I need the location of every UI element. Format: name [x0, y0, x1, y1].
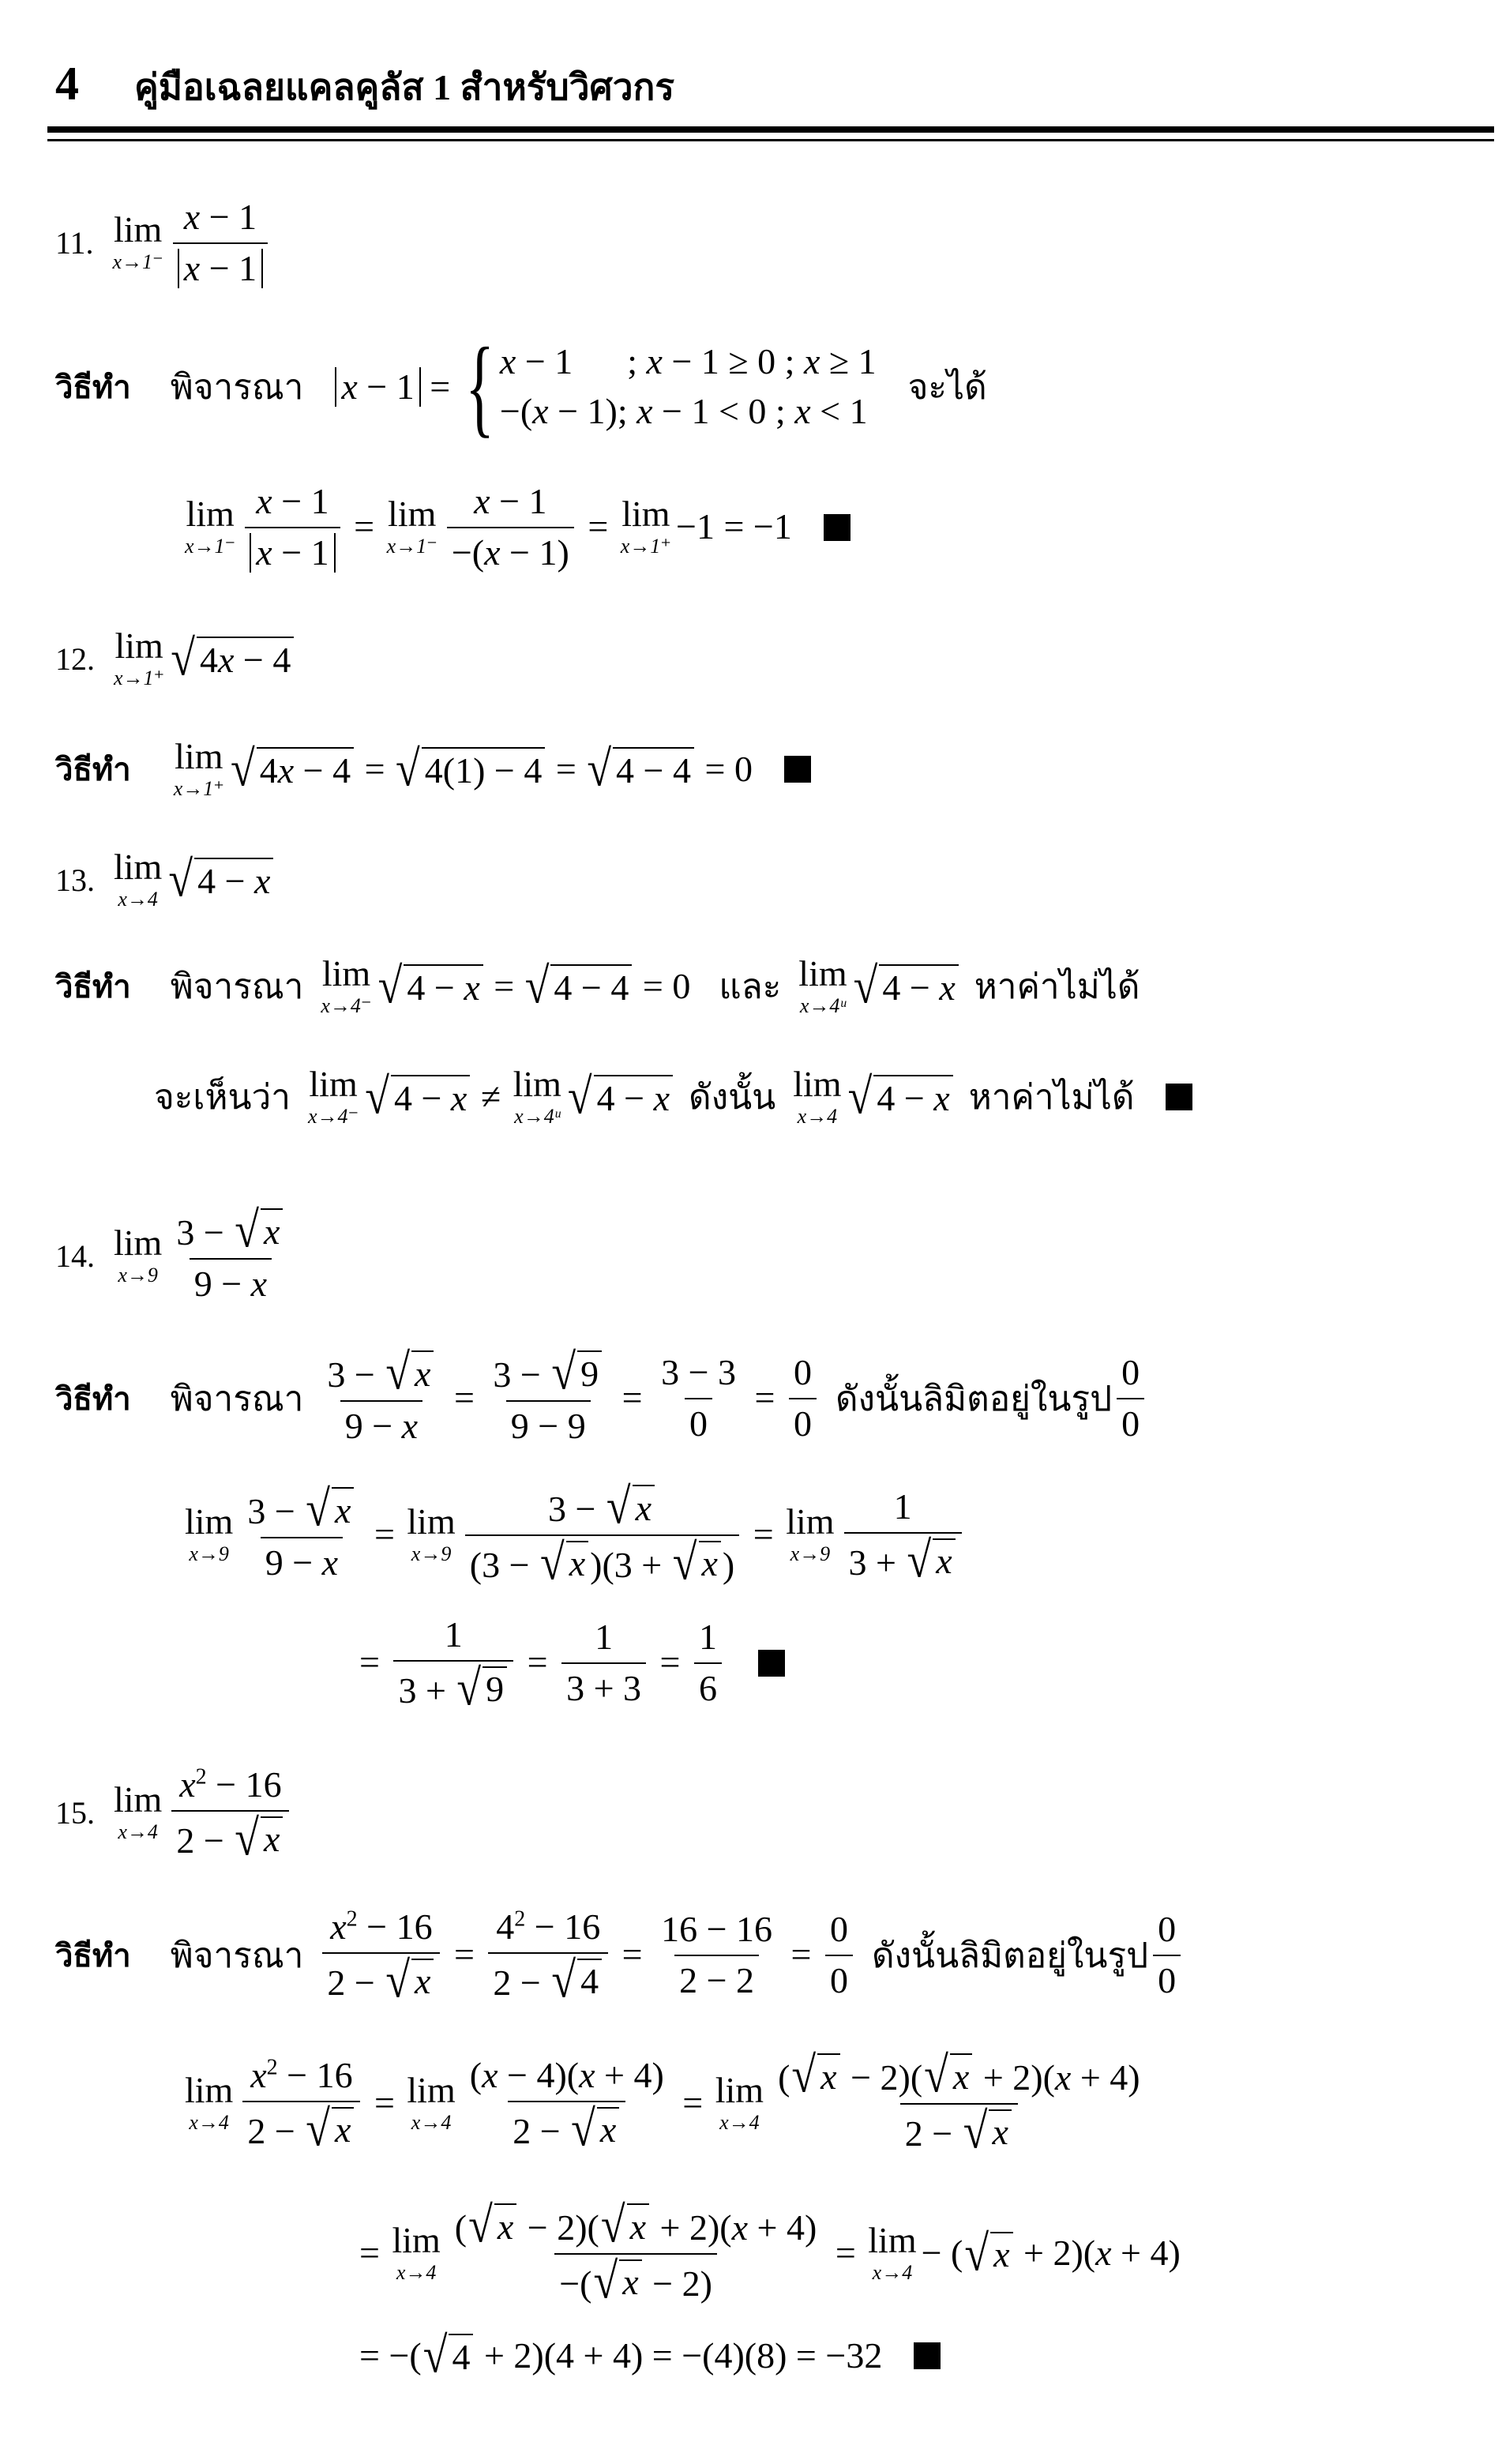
end-of-proof-icon: [758, 1650, 785, 1677]
solution-14-line-3: = 1 3 + √ 9 = $\frac{1}{3 + 3}$ = $\frac{1}{6}$: [359, 1615, 785, 1711]
solution-label: วิธีทำ: [55, 752, 131, 788]
end-of-proof-icon: [1166, 1084, 1192, 1110]
page-number: 4: [55, 58, 79, 110]
solution-15-line-4: = −( √ 4 + 2)(4 + 4) = −(4)(8) = −32: [359, 2334, 941, 2378]
solution-11-line-1: วิธีทำ พิจารณา x − 1 = { x − 1 ; x − 1 ≥ 0 ; x ≥ 1 −(x − 1); x − 1 < 0 ; x < 1 จะได้: [55, 325, 987, 448]
solution-11-line-2: lim x→1⁻ x − 1 x − 1 = lim x→1⁻ $\frac{x - 1}{-(x - 1)}$ = lim x→1⁺ −1 = −1: [182, 482, 851, 573]
and-label: และ: [719, 967, 782, 1007]
header-rule-thin: [47, 139, 1494, 141]
problem-11: 11. lim x→1⁻ x − 1 x − 1: [55, 197, 272, 288]
see-that-label: จะเห็นว่า: [154, 1078, 291, 1117]
consider-label: พิจารณา: [170, 1936, 304, 1975]
solution-label: วิธีทำ: [55, 1380, 131, 1417]
end-of-proof-icon: [824, 514, 851, 541]
no-value-label: หาค่าไม่ได้: [974, 967, 1140, 1007]
consider-label: พิจารณา: [170, 967, 304, 1007]
solution-15-line-2: lim x→4 $x^2 - 16$ 2 − √ x = lim x→4 (x − 4)(x + 4) 2 − √ x = lim x→4 ( √ x − 2)( √ x + 2)(x + 4) 2 − √ x: [185, 2047, 1140, 2160]
consider-label: พิจารณา: [170, 368, 304, 407]
problem-number: 13.: [55, 862, 95, 898]
solution-13-line-2: จะเห็นว่า lim x→4⁻ √ 4 − x ≠ lim x→4ᵘ √ 4 − x ดังนั้น lim x→4 √ 4 − x หาค่าไม่ได้: [154, 1066, 1192, 1129]
problem-15: 15. lim x→4 $x^2 - 16$ 2 − √ x: [55, 1765, 294, 1861]
zero-over-zero-label: ดังนั้นลิมิตอยู่ในรูป: [871, 1936, 1149, 1975]
problem-number: 14.: [55, 1238, 95, 1275]
consider-label: พิจารณา: [170, 1379, 304, 1418]
problem-12: 12. lim x→1⁺ √ 4 x − 4: [55, 628, 295, 690]
solution-14-line-1: วิธีทำ พิจารณา 3 − √ x 9 − x = 3 − √ 9 9 − 9 = $\frac{3 - 3}{0}$ = $\frac{0}{0}$ ดังนั้นลิมิตอยู่ในรูป $\frac{0}{0}$: [55, 1350, 1149, 1446]
problem-number: 11.: [55, 225, 94, 261]
zero-over-zero-label: ดังนั้นลิมิตอยู่ในรูป: [835, 1379, 1113, 1418]
problem-14: 14. lim x→9 3 − √ x 9 − x: [55, 1208, 294, 1304]
problem-number: 12.: [55, 640, 95, 677]
solution-label: วิธีทำ: [55, 969, 131, 1005]
end-of-proof-icon: [784, 756, 811, 783]
solution-12: วิธีทำ lim x→1⁺ √ 4 x − 4 = √ 4(1) − 4 = √ 4 − 4 = 0: [55, 738, 811, 801]
end-of-proof-icon: [914, 2342, 941, 2369]
problem-number: 15.: [55, 1795, 95, 1831]
page-header: [55, 57, 674, 112]
book-title: คู่มือเฉลยแคลคูลัส 1 สำหรับวิศวกร: [134, 67, 675, 107]
solution-label: วิธีทำ: [55, 1937, 131, 1974]
get-label: จะได้: [907, 368, 987, 407]
no-value-label: หาค่าไม่ได้: [968, 1078, 1135, 1117]
solution-14-line-2: lim x→9 3 − √ x 9 − x = lim x→9 3 − √ x (3 − √ x )(3 + √ x ) = lim x→9 1 3 + √ x: [182, 1485, 967, 1585]
therefore-label: ดังนั้น: [689, 1078, 776, 1117]
solution-13-line-1: วิธีทำ พิจารณา lim x→4⁻ √ 4 − x = √ 4 − 4 = 0 และ lim x→4ᵘ √ 4 − x หาค่าไม่ได้: [55, 953, 1140, 1017]
solution-15-line-1: วิธีทำ พิจารณา $x^2 - 16$ 2 − √ x = $4^2 - 16$ 2 − √ 4 = $\frac{16 - 16}{2 - 2}$ = $\frac{0}{0}$ ดังนั้นลิมิตอยู่ในรูป $\frac{0}{0}$: [55, 1907, 1185, 2003]
solution-15-line-3: = lim x→4 ( √ x − 2)( √ x + 2)(x + 4) −( √ x − 2) = lim x→4 − ( √ x + 2)( x + 4): [359, 2197, 1181, 2310]
problem-13: 13. lim x→4 √ 4 − x: [55, 849, 275, 911]
solution-label: วิธีทำ: [55, 370, 131, 405]
header-rule-thick: [47, 126, 1494, 133]
